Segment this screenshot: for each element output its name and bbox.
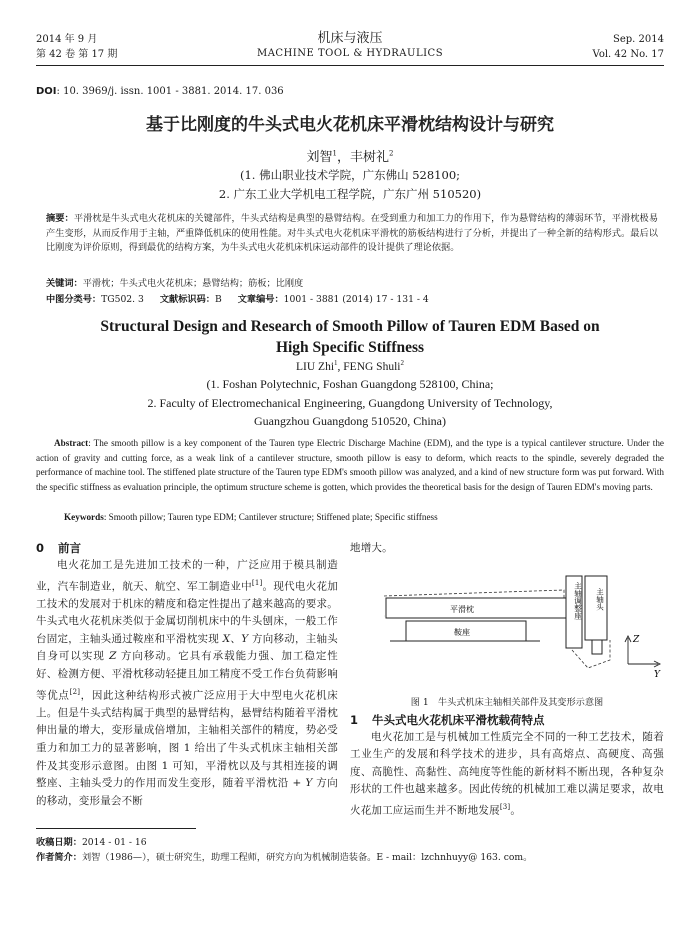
author-1-sup: 1 bbox=[332, 149, 337, 158]
s0-text-1: 电火花加工是先进加工技术的一种，广泛应用于模具制造业，汽车制造业，航天、航空、军工制造业中 bbox=[36, 559, 338, 593]
article-no-value: 1001 - 3881 (2014) 17 - 131 - 4 bbox=[283, 294, 429, 305]
doc-code-value: B bbox=[214, 294, 222, 305]
doi-value[interactable]: : 10. 3969/j. issn. 1001 - 3881. 2014. 17. 036 bbox=[56, 86, 284, 97]
doi-line bbox=[36, 86, 284, 97]
abstract-cn-label: 摘要： bbox=[46, 213, 74, 224]
label-pillow: 平滑枕 bbox=[450, 604, 474, 614]
label-axis-z: Z bbox=[633, 634, 640, 645]
paper-title-cn: 基于比刚度的牛头式电火花机床平滑枕结构设计与研究 bbox=[146, 115, 554, 135]
author-sep: ， bbox=[336, 150, 350, 165]
citation-3[interactable]: [3] bbox=[499, 802, 511, 811]
section-0-paragraph bbox=[36, 557, 338, 810]
author-2-sup: 2 bbox=[389, 149, 394, 158]
figure-1-caption: 图 1 牛头式机床主轴相关部件及其变形示意图 bbox=[410, 696, 604, 708]
figure-1-diagram bbox=[350, 568, 664, 688]
body-left-column bbox=[36, 540, 338, 810]
abstract-en-label: Abstract bbox=[54, 438, 89, 448]
section-1-number: 1 bbox=[350, 712, 359, 727]
keywords-cn bbox=[46, 275, 658, 289]
author-1-en: LIU Zhi bbox=[296, 360, 335, 373]
author-1-cn: 刘智 bbox=[306, 150, 333, 165]
s0-text-5: 方向移动。它具有承载能力强、加工稳定性好、检测方便、平滑枕移动轻捷且加工精度不受工作台负荷影响等优点 bbox=[36, 650, 338, 702]
s1-end: 。 bbox=[510, 804, 522, 817]
citation-2[interactable]: [2] bbox=[69, 687, 81, 696]
abstract-cn bbox=[46, 212, 658, 256]
section-1-title: 牛头式电火花机床平滑枕载荷特点 bbox=[372, 712, 545, 727]
affiliation-en-2: 2. Faculty of Electromechanical Engineering, Guangdong University of Technology, bbox=[147, 396, 553, 410]
author-2-en: FENG Shuli bbox=[343, 360, 401, 373]
doi-label: DOI bbox=[36, 86, 57, 97]
header-center bbox=[36, 30, 664, 61]
label-spindle-head: 主轴头 bbox=[595, 587, 605, 611]
header-date-en: Sep. 2014 bbox=[613, 34, 664, 45]
running-header bbox=[36, 30, 664, 66]
author-bio-label: 作者简介： bbox=[36, 852, 82, 863]
clc-value: TG502. 3 bbox=[101, 294, 144, 305]
received-value: 2014 - 01 - 16 bbox=[81, 837, 147, 848]
doc-code-label: 文献标识码： bbox=[159, 294, 215, 305]
label-adjust-seat: 主轴调整座 bbox=[573, 581, 583, 620]
label-saddle: 鞍座 bbox=[454, 627, 470, 637]
affiliation-cn-2: 2. 广东工业大学机电工程学院，广东广州 510520) bbox=[218, 187, 482, 201]
body-right-column bbox=[350, 540, 664, 820]
author-bio-text: 刘智（1986—），硕士研究生，助理工程师，研究方向为机械制造装备。E - mail：lzchnhuyy@ 163. com。 bbox=[81, 852, 533, 863]
authors-cn bbox=[0, 146, 700, 165]
abstract-en-text: : The smooth pillow is a key component of the Tauren type Electric Discharge Machine (EDM), and the type is a typical cantilever structure. Under the action of gravity and cutting force, as a weak link of a cantilever structure, smooth pillow is easy to deform, which reacts to the spindle, severely degraded the performance of machine tool. The stiffened plate structure of the Tauren type EDM's smooth pillow was analyzed, and a kind of new structure form was put forward. With the specific stiffness as evaluation principle, the optimum structure scheme is gotten, which provides the theoretical basis for the design of Tauren EDM's moving parts. bbox=[36, 438, 664, 492]
section-1-heading bbox=[350, 712, 664, 729]
keywords-en-label: Keywords bbox=[64, 512, 104, 522]
section-1-paragraph bbox=[350, 729, 664, 820]
author-en-sep: , bbox=[337, 360, 344, 373]
footnote bbox=[36, 828, 664, 865]
header-volume-cn: 第 42 卷 第 17 期 bbox=[36, 49, 118, 60]
s0-text-3: 、 bbox=[230, 632, 242, 645]
s0-axis-y-2: Y bbox=[305, 777, 313, 790]
abstract-en bbox=[36, 436, 664, 494]
s0-text-7: 方向的移动，变形量会不断 bbox=[36, 777, 338, 807]
s0-text-6: ，因此这种结构形式被广泛应用于大中型电火花机床上。但是牛头式结构属于典型的悬臂结构，悬臂结构随着平滑枕伸出量的增大，变形量成倍增加，主轴相关部件的精度，势必受重力和加工力的显著影响，图 1 给出了牛头式机床主轴相关部件及其变形示意图。由图 1 可知，平滑枕以及与其相连接的调整座、主轴头受力的作用而发生变形，随着平滑枕沿 + bbox=[36, 689, 338, 790]
keywords-en bbox=[64, 512, 438, 522]
figure-1 bbox=[350, 568, 664, 688]
footnote-rule bbox=[36, 828, 196, 829]
author-2-cn: 丰树礼 bbox=[350, 150, 390, 165]
header-right bbox=[593, 32, 664, 62]
keywords-en-text: : Smooth pillow; Tauren type EDM; Cantilever structure; Stiffened plate; Specific stiffness bbox=[103, 512, 438, 522]
article-no-label: 文章编号： bbox=[237, 294, 284, 305]
journal-name-cn: 机床与液压 bbox=[317, 31, 383, 46]
title-en-line-2: High Specific Stiffness bbox=[275, 339, 425, 356]
affiliation-en-1: (1. Foshan Polytechnic, Foshan Guangdong 528100, China; bbox=[206, 377, 494, 391]
keywords-cn-label: 关键词： bbox=[46, 278, 83, 289]
citation-1[interactable]: [1] bbox=[251, 578, 263, 587]
received-label: 收稿日期： bbox=[36, 837, 82, 848]
s0-axis-x: X bbox=[222, 632, 231, 645]
author-1-en-sup: 1 bbox=[334, 359, 338, 367]
classification-line bbox=[46, 291, 658, 305]
authors-en bbox=[0, 359, 700, 373]
pillow-rect bbox=[386, 598, 566, 618]
author-bio bbox=[36, 850, 664, 865]
s0-axis-y: Y bbox=[241, 632, 249, 645]
paper-title-en bbox=[40, 316, 660, 358]
section-0-continuation: 地增大。 bbox=[350, 542, 393, 554]
section-0-title: 前言 bbox=[58, 541, 81, 555]
s0-text-2: 。现代电火花加工技术的发展对于机床的精度和稳定性提出了越来越高的要求。牛头式电火花机床类似于金属切削机床中的牛头刨床，一般工作台固定，主轴头通过鞍座和平滑枕实现 bbox=[36, 580, 339, 645]
s1-text: 电火花加工是与机械加工性质完全不同的一种工艺技术，随着工业生产的发展和科学技术的进步，具有高熔点、高硬度、高强度、高脆性、高黏性、高纯度等性能的新材料不断出现，各种复杂形状的工件也越来越多。因此传统的机械加工难以满足要求，故电火花加工应运而生并不断地发展 bbox=[350, 730, 664, 817]
s0-axis-z: Z bbox=[109, 650, 117, 663]
header-volume-en: Vol. 42 No. 17 bbox=[592, 49, 664, 60]
s0-text-4: 方向移动，主轴头自身可以实现 bbox=[36, 632, 339, 663]
affiliation-en-3: Guangzhou Guangdong 510520, China) bbox=[254, 414, 446, 428]
author-2-en-sup: 2 bbox=[400, 359, 404, 367]
header-date-cn: 2014 年 9 月 bbox=[36, 34, 98, 45]
section-0-heading bbox=[36, 540, 338, 557]
label-axis-y: Y bbox=[654, 669, 660, 680]
section-0-number: 0 bbox=[36, 541, 45, 555]
journal-name-en: MACHINE TOOL & HYDRAULICS bbox=[256, 48, 444, 59]
affiliation-cn-1: (1. 佛山职业技术学院，广东佛山 528100; bbox=[239, 168, 461, 182]
received-date bbox=[36, 835, 664, 850]
abstract-cn-text: 平滑枕是牛头式电火花机床的关键部件，牛头式结构是典型的悬臂结构。在受到重力和加工力的作用下，作为悬臂结构的薄弱环节，平滑枕极易产生变形，从而反作用于主轴，严重降低机床的使用性能。对牛头式电火花机床平滑枕的筋板结构进行了分析，并提出了一种全新的结构形式。最后以比刚度为评价原则，得到最优的结构方案，为牛头式电火花机床机床运动部件的设计提供了理论依据。 bbox=[46, 213, 659, 253]
keywords-cn-text: 平滑枕；牛头式电火花机床；悬臂结构；筋板；比刚度 bbox=[82, 278, 304, 289]
electrode-rect bbox=[592, 640, 602, 654]
title-en-line-1: Structural Design and Research of Smooth Pillow of Tauren EDM Based on bbox=[100, 318, 600, 335]
clc-label: 中图分类号： bbox=[46, 294, 102, 305]
